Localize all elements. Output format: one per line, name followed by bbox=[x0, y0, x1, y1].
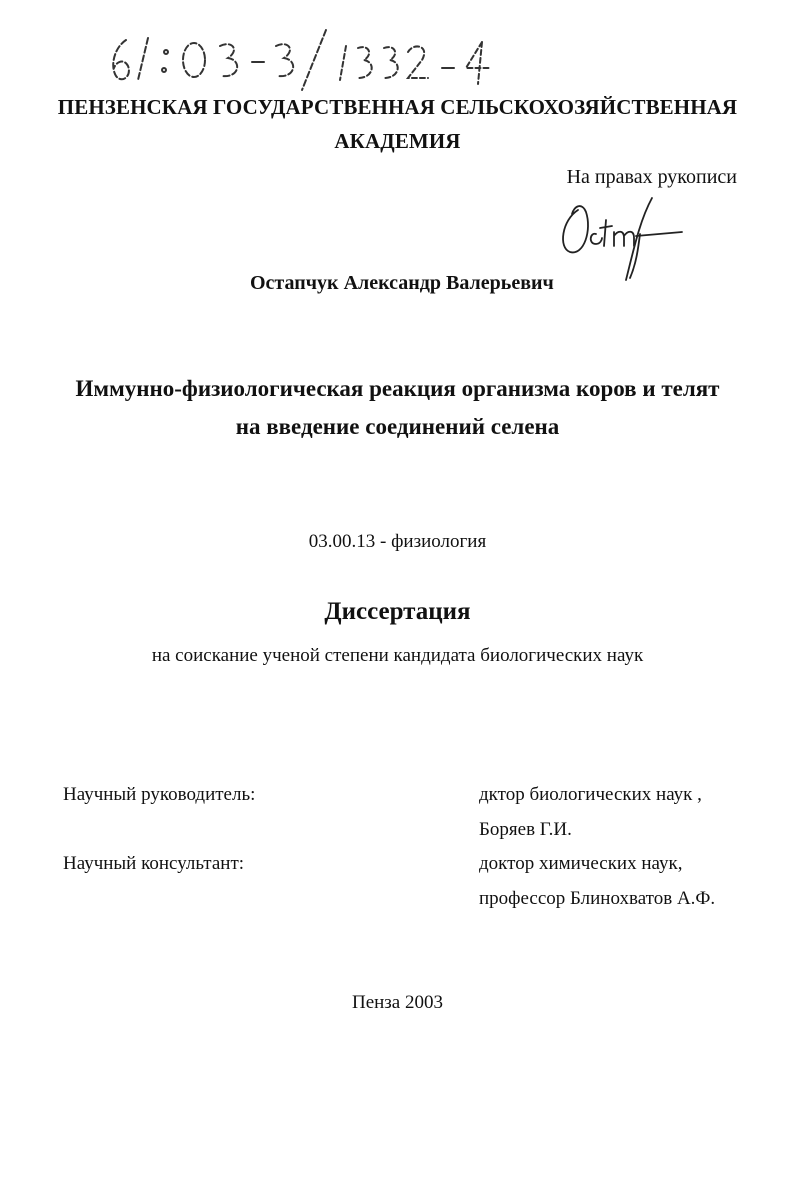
handwritten-archive-code bbox=[96, 18, 516, 98]
institution-name-line1: ПЕНЗЕНСКАЯ ГОСУДАРСТВЕННАЯ СЕЛЬСКОХОЗЯЙСТВЕННАЯ bbox=[57, 95, 738, 119]
consultant-title: доктор химических наук, bbox=[479, 853, 683, 874]
signature bbox=[556, 190, 696, 290]
document-type: Диссертация bbox=[324, 598, 471, 625]
rights-note: На правах рукописи bbox=[566, 166, 737, 188]
consultant-name: профессор Блинохватов А.Ф. bbox=[479, 888, 716, 909]
degree-line: на соискание ученой степени кандидата биологических наук bbox=[151, 645, 644, 666]
supervisor-title: дктор биологических наук , bbox=[479, 784, 702, 805]
supervisor-role-label: Научный руководитель: bbox=[63, 784, 256, 805]
thesis-title-line1: Иммунно-физиологическая реакция организма коров и телят bbox=[75, 376, 720, 401]
institution-name-line2: АКАДЕМИЯ bbox=[334, 129, 461, 153]
thesis-title-line2: на введение соединений селена bbox=[235, 414, 560, 439]
specialty-code: 03.00.13 - физиология bbox=[308, 531, 487, 552]
author-name: Остапчук Александр Валерьевич bbox=[250, 272, 554, 294]
consultant-role-label: Научный консультант: bbox=[63, 853, 245, 874]
supervisor-name: Боряев Г.И. bbox=[479, 819, 572, 840]
city-year: Пенза 2003 bbox=[351, 992, 443, 1013]
